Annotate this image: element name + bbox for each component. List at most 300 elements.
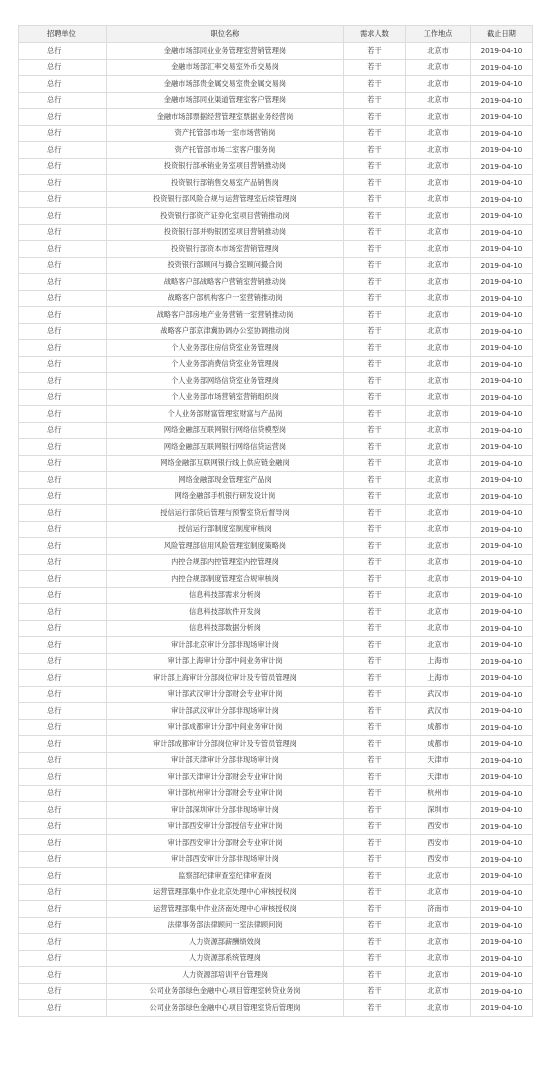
cell-headcount: 若干	[344, 406, 406, 423]
table-row	[19, 125, 533, 142]
cell-deadline: 2019-04-10	[471, 307, 533, 324]
cell-position: 个人业务部网络信贷室业务管理岗	[107, 373, 344, 390]
cell-location: 北京市	[406, 967, 471, 984]
cell-deadline: 2019-04-10	[471, 620, 533, 637]
cell-unit: 总行	[19, 884, 107, 901]
table-row	[19, 835, 533, 852]
cell-position: 审计部成都审计分部岗位审计及专管员管理岗	[107, 736, 344, 753]
cell-location: 西安市	[406, 835, 471, 852]
cell-location: 北京市	[406, 983, 471, 1000]
cell-position: 战略客户部房地产业务营销一室营销推动岗	[107, 307, 344, 324]
cell-position: 人力资源部培训平台管理岗	[107, 967, 344, 984]
cell-location: 北京市	[406, 472, 471, 489]
cell-unit: 总行	[19, 257, 107, 274]
table-row	[19, 76, 533, 93]
cell-unit: 总行	[19, 208, 107, 225]
table-row	[19, 851, 533, 868]
cell-deadline: 2019-04-10	[471, 488, 533, 505]
table-row	[19, 307, 533, 324]
cell-headcount: 若干	[344, 59, 406, 76]
table-row	[19, 1000, 533, 1017]
cell-position: 网络金融部互联网银行网络信贷运营岗	[107, 439, 344, 456]
cell-unit: 总行	[19, 109, 107, 126]
table-row	[19, 389, 533, 406]
cell-headcount: 若干	[344, 307, 406, 324]
cell-unit: 总行	[19, 290, 107, 307]
table-row	[19, 356, 533, 373]
cell-deadline: 2019-04-10	[471, 340, 533, 357]
cell-headcount: 若干	[344, 983, 406, 1000]
cell-headcount: 若干	[344, 884, 406, 901]
cell-position: 金融市场部票据经营管理室票据业务经营岗	[107, 109, 344, 126]
cell-unit: 总行	[19, 620, 107, 637]
cell-position: 风险管理部信用风险管理室制度策略岗	[107, 538, 344, 555]
table-row	[19, 373, 533, 390]
cell-unit: 总行	[19, 389, 107, 406]
table-row	[19, 967, 533, 984]
cell-headcount: 若干	[344, 917, 406, 934]
job-listing-table-container	[18, 25, 532, 1017]
cell-deadline: 2019-04-10	[471, 835, 533, 852]
cell-location: 北京市	[406, 406, 471, 423]
table-row	[19, 142, 533, 159]
cell-location: 上海市	[406, 670, 471, 687]
cell-location: 北京市	[406, 554, 471, 571]
cell-unit: 总行	[19, 488, 107, 505]
cell-unit: 总行	[19, 406, 107, 423]
cell-headcount: 若干	[344, 785, 406, 802]
cell-unit: 总行	[19, 736, 107, 753]
cell-deadline: 2019-04-10	[471, 290, 533, 307]
cell-deadline: 2019-04-10	[471, 125, 533, 142]
cell-headcount: 若干	[344, 901, 406, 918]
table-row	[19, 488, 533, 505]
header-unit: 招聘单位	[19, 26, 107, 43]
cell-headcount: 若干	[344, 670, 406, 687]
cell-unit: 总行	[19, 604, 107, 621]
cell-deadline: 2019-04-10	[471, 439, 533, 456]
cell-position: 审计部上海审计分部中间业务审计岗	[107, 653, 344, 670]
cell-unit: 总行	[19, 686, 107, 703]
cell-location: 北京市	[406, 571, 471, 588]
cell-deadline: 2019-04-10	[471, 175, 533, 192]
header-position: 职位名称	[107, 26, 344, 43]
cell-location: 北京市	[406, 208, 471, 225]
cell-location: 北京市	[406, 868, 471, 885]
cell-position: 信息科技部数据分析岗	[107, 620, 344, 637]
cell-deadline: 2019-04-10	[471, 653, 533, 670]
cell-position: 人力资源部薪酬绩效岗	[107, 934, 344, 951]
cell-deadline: 2019-04-10	[471, 521, 533, 538]
cell-headcount: 若干	[344, 835, 406, 852]
table-row	[19, 175, 533, 192]
cell-headcount: 若干	[344, 653, 406, 670]
table-row	[19, 422, 533, 439]
table-row	[19, 241, 533, 258]
cell-location: 西安市	[406, 851, 471, 868]
cell-location: 北京市	[406, 224, 471, 241]
cell-location: 北京市	[406, 637, 471, 654]
cell-unit: 总行	[19, 224, 107, 241]
cell-headcount: 若干	[344, 719, 406, 736]
cell-deadline: 2019-04-10	[471, 736, 533, 753]
cell-unit: 总行	[19, 934, 107, 951]
table-row	[19, 191, 533, 208]
cell-headcount: 若干	[344, 92, 406, 109]
table-row	[19, 538, 533, 555]
cell-headcount: 若干	[344, 587, 406, 604]
table-body	[19, 43, 533, 1017]
cell-position: 金融市场部同业渠道管理室客户管理岗	[107, 92, 344, 109]
cell-position: 信息科技部需求分析岗	[107, 587, 344, 604]
cell-unit: 总行	[19, 719, 107, 736]
cell-position: 监察部纪律审查室纪律审查岗	[107, 868, 344, 885]
cell-location: 北京市	[406, 175, 471, 192]
cell-deadline: 2019-04-10	[471, 59, 533, 76]
cell-position: 审计部深圳审计分部非现场审计岗	[107, 802, 344, 819]
cell-deadline: 2019-04-10	[471, 802, 533, 819]
cell-unit: 总行	[19, 505, 107, 522]
cell-headcount: 若干	[344, 802, 406, 819]
table-header-row	[19, 26, 533, 43]
cell-deadline: 2019-04-10	[471, 818, 533, 835]
cell-position: 投资银行部承销业务室项目营销推动岗	[107, 158, 344, 175]
cell-deadline: 2019-04-10	[471, 769, 533, 786]
cell-position: 审计部西安审计分部授信专业审计岗	[107, 818, 344, 835]
cell-deadline: 2019-04-10	[471, 554, 533, 571]
cell-position: 网络金融部互联网银行网络信贷模型岗	[107, 422, 344, 439]
cell-unit: 总行	[19, 241, 107, 258]
cell-deadline: 2019-04-10	[471, 934, 533, 951]
cell-location: 北京市	[406, 125, 471, 142]
cell-position: 金融市场部同业业务管理室营销管理岗	[107, 43, 344, 60]
table-row	[19, 785, 533, 802]
cell-position: 投资银行部风险合规与运营管理室后续管理岗	[107, 191, 344, 208]
cell-headcount: 若干	[344, 967, 406, 984]
table-row	[19, 802, 533, 819]
cell-location: 北京市	[406, 917, 471, 934]
cell-location: 武汉市	[406, 703, 471, 720]
cell-position: 战略客户部战略客户营销室营销推动岗	[107, 274, 344, 291]
table-row	[19, 59, 533, 76]
table-row	[19, 950, 533, 967]
cell-headcount: 若干	[344, 472, 406, 489]
table-row	[19, 719, 533, 736]
cell-unit: 总行	[19, 521, 107, 538]
cell-headcount: 若干	[344, 389, 406, 406]
cell-position: 审计部上海审计分部岗位审计及专管员管理岗	[107, 670, 344, 687]
cell-location: 北京市	[406, 290, 471, 307]
cell-location: 成都市	[406, 719, 471, 736]
cell-headcount: 若干	[344, 703, 406, 720]
cell-deadline: 2019-04-10	[471, 884, 533, 901]
cell-deadline: 2019-04-10	[471, 901, 533, 918]
table-row	[19, 884, 533, 901]
cell-position: 个人业务部市场营销室营销组织岗	[107, 389, 344, 406]
cell-location: 北京市	[406, 158, 471, 175]
cell-headcount: 若干	[344, 340, 406, 357]
cell-headcount: 若干	[344, 142, 406, 159]
cell-position: 审计部武汉审计分部非现场审计岗	[107, 703, 344, 720]
cell-deadline: 2019-04-10	[471, 686, 533, 703]
header-headcount: 需求人数	[344, 26, 406, 43]
cell-unit: 总行	[19, 917, 107, 934]
cell-deadline: 2019-04-10	[471, 719, 533, 736]
table-row	[19, 736, 533, 753]
cell-location: 北京市	[406, 356, 471, 373]
table-row	[19, 323, 533, 340]
cell-position: 公司业务部绿色金融中心项目管理室转贷业务岗	[107, 983, 344, 1000]
cell-position: 投资银行部销售交易室产品销售岗	[107, 175, 344, 192]
cell-position: 战略客户部京津冀协调办公室协调推动岗	[107, 323, 344, 340]
cell-headcount: 若干	[344, 769, 406, 786]
cell-headcount: 若干	[344, 488, 406, 505]
cell-headcount: 若干	[344, 274, 406, 291]
cell-location: 北京市	[406, 505, 471, 522]
cell-headcount: 若干	[344, 1000, 406, 1017]
cell-position: 内控合规部内控管理室内控管理岗	[107, 554, 344, 571]
cell-unit: 总行	[19, 670, 107, 687]
cell-unit: 总行	[19, 1000, 107, 1017]
cell-location: 北京市	[406, 340, 471, 357]
cell-position: 审计部成都审计分部中间业务审计岗	[107, 719, 344, 736]
cell-headcount: 若干	[344, 736, 406, 753]
cell-headcount: 若干	[344, 158, 406, 175]
cell-headcount: 若干	[344, 356, 406, 373]
job-listing-table	[18, 25, 533, 1017]
cell-deadline: 2019-04-10	[471, 472, 533, 489]
cell-headcount: 若干	[344, 241, 406, 258]
cell-headcount: 若干	[344, 571, 406, 588]
cell-unit: 总行	[19, 752, 107, 769]
cell-position: 投资银行部顾问与撮合室顾问撮合岗	[107, 257, 344, 274]
cell-position: 个人业务部财富管理室财富与产品岗	[107, 406, 344, 423]
cell-location: 成都市	[406, 736, 471, 753]
cell-position: 金融市场部贵金属交易室贵金属交易岗	[107, 76, 344, 93]
cell-unit: 总行	[19, 158, 107, 175]
cell-headcount: 若干	[344, 604, 406, 621]
cell-location: 天津市	[406, 752, 471, 769]
cell-unit: 总行	[19, 950, 107, 967]
table-row	[19, 208, 533, 225]
cell-unit: 总行	[19, 538, 107, 555]
table-row	[19, 587, 533, 604]
cell-headcount: 若干	[344, 818, 406, 835]
cell-unit: 总行	[19, 637, 107, 654]
table-row	[19, 637, 533, 654]
cell-headcount: 若干	[344, 554, 406, 571]
table-row	[19, 934, 533, 951]
cell-headcount: 若干	[344, 505, 406, 522]
cell-position: 授信运行部贷后管理与预警室贷后督导岗	[107, 505, 344, 522]
table-row	[19, 257, 533, 274]
cell-deadline: 2019-04-10	[471, 142, 533, 159]
cell-deadline: 2019-04-10	[471, 323, 533, 340]
cell-unit: 总行	[19, 274, 107, 291]
cell-location: 北京市	[406, 76, 471, 93]
header-location: 工作地点	[406, 26, 471, 43]
cell-deadline: 2019-04-10	[471, 670, 533, 687]
cell-location: 北京市	[406, 455, 471, 472]
cell-unit: 总行	[19, 967, 107, 984]
table-row	[19, 901, 533, 918]
table-row	[19, 158, 533, 175]
cell-location: 济南市	[406, 901, 471, 918]
cell-headcount: 若干	[344, 43, 406, 60]
cell-position: 个人业务部消费信贷室业务管理岗	[107, 356, 344, 373]
cell-deadline: 2019-04-10	[471, 587, 533, 604]
cell-position: 运营管理部集中作业北京处理中心审核授权岗	[107, 884, 344, 901]
cell-location: 北京市	[406, 257, 471, 274]
table-row	[19, 686, 533, 703]
cell-headcount: 若干	[344, 257, 406, 274]
cell-headcount: 若干	[344, 521, 406, 538]
cell-unit: 总行	[19, 307, 107, 324]
cell-location: 北京市	[406, 59, 471, 76]
cell-headcount: 若干	[344, 752, 406, 769]
cell-position: 资产托管部市场一室市场营销岗	[107, 125, 344, 142]
cell-headcount: 若干	[344, 323, 406, 340]
cell-position: 投资银行部资本市场室营销管理岗	[107, 241, 344, 258]
cell-unit: 总行	[19, 653, 107, 670]
cell-unit: 总行	[19, 455, 107, 472]
cell-unit: 总行	[19, 785, 107, 802]
table-row	[19, 983, 533, 1000]
cell-location: 北京市	[406, 323, 471, 340]
cell-location: 北京市	[406, 43, 471, 60]
cell-unit: 总行	[19, 851, 107, 868]
cell-headcount: 若干	[344, 439, 406, 456]
cell-headcount: 若干	[344, 686, 406, 703]
cell-unit: 总行	[19, 175, 107, 192]
cell-headcount: 若干	[344, 224, 406, 241]
table-row	[19, 472, 533, 489]
cell-deadline: 2019-04-10	[471, 455, 533, 472]
cell-headcount: 若干	[344, 455, 406, 472]
cell-headcount: 若干	[344, 868, 406, 885]
cell-deadline: 2019-04-10	[471, 1000, 533, 1017]
table-row	[19, 455, 533, 472]
cell-unit: 总行	[19, 835, 107, 852]
cell-deadline: 2019-04-10	[471, 967, 533, 984]
cell-unit: 总行	[19, 868, 107, 885]
table-row	[19, 521, 533, 538]
cell-location: 北京市	[406, 191, 471, 208]
cell-deadline: 2019-04-10	[471, 983, 533, 1000]
cell-deadline: 2019-04-10	[471, 109, 533, 126]
table-row	[19, 769, 533, 786]
cell-unit: 总行	[19, 59, 107, 76]
cell-location: 武汉市	[406, 686, 471, 703]
cell-deadline: 2019-04-10	[471, 604, 533, 621]
cell-location: 北京市	[406, 884, 471, 901]
cell-location: 北京市	[406, 307, 471, 324]
cell-deadline: 2019-04-10	[471, 76, 533, 93]
cell-unit: 总行	[19, 571, 107, 588]
cell-location: 北京市	[406, 274, 471, 291]
cell-position: 审计部西安审计分部非现场审计岗	[107, 851, 344, 868]
table-row	[19, 274, 533, 291]
cell-position: 网络金融部互联网银行线上供应链金融岗	[107, 455, 344, 472]
table-row	[19, 109, 533, 126]
cell-location: 北京市	[406, 1000, 471, 1017]
cell-deadline: 2019-04-10	[471, 571, 533, 588]
cell-unit: 总行	[19, 587, 107, 604]
cell-headcount: 若干	[344, 422, 406, 439]
cell-unit: 总行	[19, 439, 107, 456]
cell-deadline: 2019-04-10	[471, 406, 533, 423]
cell-unit: 总行	[19, 818, 107, 835]
cell-unit: 总行	[19, 703, 107, 720]
cell-location: 北京市	[406, 538, 471, 555]
cell-deadline: 2019-04-10	[471, 637, 533, 654]
cell-deadline: 2019-04-10	[471, 785, 533, 802]
cell-location: 北京市	[406, 587, 471, 604]
cell-position: 人力资源部系统管理岗	[107, 950, 344, 967]
cell-location: 北京市	[406, 389, 471, 406]
cell-location: 北京市	[406, 241, 471, 258]
cell-location: 北京市	[406, 620, 471, 637]
cell-headcount: 若干	[344, 175, 406, 192]
cell-deadline: 2019-04-10	[471, 373, 533, 390]
cell-unit: 总行	[19, 554, 107, 571]
cell-location: 北京市	[406, 950, 471, 967]
cell-location: 北京市	[406, 109, 471, 126]
cell-position: 授信运行部制度室制度审核岗	[107, 521, 344, 538]
cell-unit: 总行	[19, 43, 107, 60]
cell-location: 北京市	[406, 92, 471, 109]
cell-deadline: 2019-04-10	[471, 389, 533, 406]
cell-position: 战略客户部机构客户一室营销推动岗	[107, 290, 344, 307]
cell-unit: 总行	[19, 802, 107, 819]
cell-unit: 总行	[19, 125, 107, 142]
cell-deadline: 2019-04-10	[471, 950, 533, 967]
cell-position: 个人业务部住房信贷室业务管理岗	[107, 340, 344, 357]
cell-deadline: 2019-04-10	[471, 208, 533, 225]
cell-location: 杭州市	[406, 785, 471, 802]
cell-position: 公司业务部绿色金融中心项目管理室贷后管理岗	[107, 1000, 344, 1017]
cell-deadline: 2019-04-10	[471, 538, 533, 555]
table-row	[19, 224, 533, 241]
cell-deadline: 2019-04-10	[471, 752, 533, 769]
cell-position: 审计部西安审计分部财会专业审计岗	[107, 835, 344, 852]
cell-unit: 总行	[19, 769, 107, 786]
table-row	[19, 439, 533, 456]
cell-position: 网络金融部手机银行研发设计岗	[107, 488, 344, 505]
cell-position: 内控合规部制度管理室合规审核岗	[107, 571, 344, 588]
cell-deadline: 2019-04-10	[471, 191, 533, 208]
cell-headcount: 若干	[344, 290, 406, 307]
cell-deadline: 2019-04-10	[471, 274, 533, 291]
table-row	[19, 290, 533, 307]
cell-position: 金融市场部汇率交易室外币交易岗	[107, 59, 344, 76]
table-row	[19, 670, 533, 687]
table-row	[19, 868, 533, 885]
header-deadline: 截止日期	[471, 26, 533, 43]
cell-location: 北京市	[406, 521, 471, 538]
cell-headcount: 若干	[344, 191, 406, 208]
cell-unit: 总行	[19, 191, 107, 208]
cell-position: 运营管理部集中作业济南处理中心审核授权岗	[107, 901, 344, 918]
table-row	[19, 406, 533, 423]
cell-headcount: 若干	[344, 373, 406, 390]
table-row	[19, 571, 533, 588]
cell-location: 北京市	[406, 439, 471, 456]
table-row	[19, 703, 533, 720]
cell-unit: 总行	[19, 356, 107, 373]
cell-position: 投资银行部资产证券化室项目营销推动岗	[107, 208, 344, 225]
table-row	[19, 43, 533, 60]
